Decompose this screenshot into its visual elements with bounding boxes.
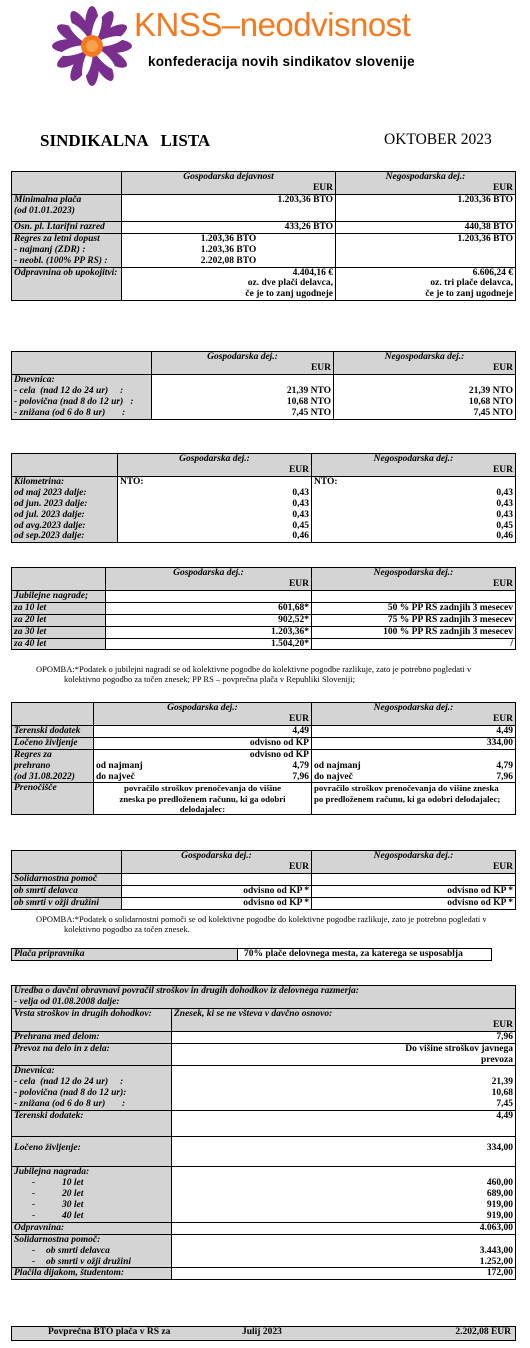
table-general: Gospodarska dejavnost EUR Negospodarska dej.: EUR Minimalna plača (od 01.01.2023) 1.203,36 BTO 1.203,36 BTO Osn. pl. I.tarifni razred 433,26 BTO 440,38 BTO Regres za letni dopust - najmanj (ZDR) : - neobl. (100% PP RS) : 1.203,36 BTO 1.203,36 BTO 2.202,08 BTO 1.203,36 BTO Odpravnina ob upokojitvi: 4.404,16 € oz. dve plači delavca, če je to zanj ugodneje 6.606,24 € oz. tri plače delavca, če je to zanj ugodneje bbox=[11, 171, 516, 301]
period-label: OKTOBER 2023 bbox=[384, 131, 492, 148]
table-row: od jun. 2023 dalje: 0,43 0,43 bbox=[12, 499, 516, 510]
table-row: Minimalna plača (od 01.01.2023) 1.203,36 BTO 1.203,36 BTO bbox=[12, 194, 516, 221]
table-row: Odpravnina: 4.063,00 bbox=[12, 1222, 516, 1234]
table-row: Regres za letni dopust - najmanj (ZDR) : - neobl. (100% PP RS) : 1.203,36 BTO 1.203,36 BTO 2.202,08 BTO 1.203,36 BTO bbox=[12, 233, 516, 267]
flower-logo-icon bbox=[40, 4, 140, 88]
table-terenski: Gospodarska dej.: EUR Negospodarska dej.: EUR Terenski dodatek 4,49 4,49 Ločeno življenje odvisno od KP 334,00 Regres za prehrano (od 31.08.2022) odvisno od KP od najmanj 4,79 do največ 7,96 od najmanj 4,79 do največ 7,96 Prenočišče povračilo stroškov prenočevanja do višine zneska po predloženem računu, ki ga odobri delodajalec: povračilo stroškov prenočevanja do višine zneska po predloženem računu, ki ga odobri delodajalec; bbox=[11, 702, 516, 815]
table-row: Prehrana med delom: 7,96 bbox=[12, 1031, 516, 1043]
table-row: od avg.2023 dalje: 0,45 0,45 bbox=[12, 521, 516, 532]
table-row: - znižana (od 6 do 8 ur) : 7,45 NTO 7,45 NTO bbox=[12, 408, 516, 419]
note-solidarnostna-2: kolektivno pogodbo za točen znesek. bbox=[64, 924, 190, 934]
table-row: Ločeno življenje: 334,00 bbox=[12, 1137, 516, 1167]
table-row: Jubilejna nagrada: - - - - 10 let 20 let 30 let 40 let 460,00 689,00 919,00 919,00 bbox=[12, 1167, 516, 1223]
table-row: od jul. 2023 dalje: 0,43 0,43 bbox=[12, 510, 516, 521]
col-negospodarska: Negospodarska dej.: bbox=[385, 172, 466, 182]
table-row: Prenočišče povračilo stroškov prenočevanja do višine zneska po predloženem računu, ki ga odobri delodajalec: povračilo stroškov prenočevanja do višine zneska po predloženem računu, ki ga odobri delodajalec; bbox=[12, 783, 516, 814]
note-solidarnostna-1: OPOMBA:*Podatek o solidarnostni pomoči se od kolektivne pogodbe do kolektivne pogodbe razlikuje, zato je potrebno pogledati v bbox=[36, 914, 487, 924]
table-row: Prevoz na delo in z dela: Do višine stroškov javnega prevoza bbox=[12, 1043, 516, 1066]
table-solidarnostna: Gospodarska dej.: EUR Negospodarska dej.: EUR Solidarnostna pomoč ob smrti delavca odvisno od KP * odvisno od KP * ob smrti v ožji družini odvisno od KP * odvisno od KP * bbox=[11, 850, 516, 910]
table-row: - polovična (nad 8 do 12 ur) : 10,68 NTO 10,68 NTO bbox=[12, 397, 516, 408]
table-row: - cela (nad 12 do 24 ur) : 21,39 NTO 21,39 NTO bbox=[12, 386, 516, 397]
table-povprecna: Povprečna BTO plača v RS za Julij 2023 2.202,08 EUR bbox=[11, 1326, 516, 1341]
table-jubilejne: Gospodarska dej.: EUR Negospodarska dej.: EUR Jubilejne nagrade; za 10 let 601,68* 50 % PP RS zadnjih 3 mesecev za 20 let 902,52* 75 % PP RS zadnjih 3 mesecev za 30 let 1.203,36* 100 % PP RS zadnjih 3 mesecev za 40 let 1.504,20* / bbox=[11, 567, 516, 650]
table-row: Dnevnica: - cela (nad 12 do 24 ur) : - polovična (nad 8 do 12 ur): - znižana (od 6 do 8 ur) : 21,39 10,68 7,45 bbox=[12, 1066, 516, 1111]
table-row: Regres za prehrano (od 31.08.2022) odvisno od KP od najmanj 4,79 do največ 7,96 od najmanj 4,79 do največ 7,96 bbox=[12, 749, 516, 783]
table-uredba: Uredba o davčni obravnavi povračil stroškov in drugih dohodkov iz delovnega razmerja: - velja od 01.08.2008 dalje: Vrsta stroškov in drugih dohodkov: Znesek, ki se ne všteva v davčno osnovo: EUR Prehrana med delom: 7,96 Prevoz na delo in z dela: Do višine stroškov javnega prevoza Dnevnica: - cela (nad 12 do 24 ur) : - polovična (nad 8 do 12 ur): - znižana (od 6 do 8 ur) : 21,39 10,68 7,45 Terenski dodatek: 4,49 Ločeno življenje: 334,00 Jubilejna nagrada: - - - - 10 let 20 let 30 let 40 let 460,00 689,00 919,00 919,00 Odpravnina: 4.063,00 Solidarnostna pomoč: - - ob smrti delavca ob smrti v ožji družini 3.443,00 1.252,00 Plačila dijakom, študentom: 172,00 bbox=[11, 985, 516, 1280]
table-pripravnik: Plača pripravnika 70% plače delovnega mesta, za katerega se usposablja bbox=[11, 948, 492, 961]
table-kilometrina: Gospodarska dej.: EUR Negospodarska dej.: EUR Kilometrina: NTO: NTO: od maj 2023 dalje: 0,43 0,43 od jun. 2023 dalje: 0,43 0,43 od jul. 2023 dalje: 0,43 0,43 od avg.2023 dalje: 0,45 0,45 od sep.2023 dalje: 0,46 0,46 bbox=[11, 453, 516, 543]
table-row: Terenski dodatek: 4,49 bbox=[12, 1111, 516, 1137]
table-row: ob smrti delavca odvisno od KP * odvisno od KP * bbox=[12, 885, 516, 897]
table-row: za 20 let 902,52* 75 % PP RS zadnjih 3 mesecev bbox=[12, 614, 516, 626]
table-row: za 40 let 1.504,20* / bbox=[12, 638, 516, 650]
table-row: od sep.2023 dalje: 0,46 0,46 bbox=[12, 531, 516, 542]
logo-subtitle: konfederacija novih sindikatov slovenije bbox=[148, 54, 415, 69]
page-title: SINDIKALNA LISTA bbox=[40, 131, 211, 150]
table-row: Odpravnina ob upokojitvi: 4.404,16 € oz. dve plači delavca, če je to zanj ugodneje 6.606,24 € oz. tri plače delavca, če je to zanj ugodneje bbox=[12, 267, 516, 301]
logo-title: KNSS–neodvisnost bbox=[134, 6, 411, 43]
table-row: od maj 2023 dalje: 0,43 0,43 bbox=[12, 488, 516, 499]
note-jubilejne-1: OPOMBA:*Podatek o jubilejni nagradi se od kolektivne pogodbe do kolektivne pogodbe razlikuje, zato je potrebno pogledati v bbox=[36, 664, 472, 674]
table-row: Solidarnostna pomoč: - - ob smrti delavca ob smrti v ožji družini 3.443,00 1.252,00 bbox=[12, 1234, 516, 1268]
table-row: za 30 let 1.203,36* 100 % PP RS zadnjih 3 mesecev bbox=[12, 626, 516, 638]
table-row: Plačila dijakom, študentom: 172,00 bbox=[12, 1268, 516, 1280]
table-row: Ločeno življenje odvisno od KP 334,00 bbox=[12, 737, 516, 749]
table-row: za 10 let 601,68* 50 % PP RS zadnjih 3 mesecev bbox=[12, 602, 516, 614]
note-jubilejne-2: kolektivno pogodbo za točen znesek; PP RS – povprečna plača v Republiki Sloveniji; bbox=[64, 674, 355, 684]
logo bbox=[40, 4, 490, 88]
table-row: ob smrti v ožji družini odvisno od KP * odvisno od KP * bbox=[12, 897, 516, 909]
col-gospodarska: Gospodarska dejavnost bbox=[183, 172, 274, 182]
table-row: Osn. pl. I.tarifni razred 433,26 BTO 440,38 BTO bbox=[12, 221, 516, 233]
table-dnevnica: Gospodarska dej.: EUR Negospodarska dej.: EUR Dnevnica: - cela (nad 12 do 24 ur) : 21,39 NTO 21,39 NTO - polovična (nad 8 do 12 ur) : 10,68 NTO 10,68 NTO - znižana (od 6 do 8 ur) : 7,45 NTO 7,45 NTO bbox=[11, 351, 516, 420]
table-row: Terenski dodatek 4,49 4,49 bbox=[12, 725, 516, 737]
